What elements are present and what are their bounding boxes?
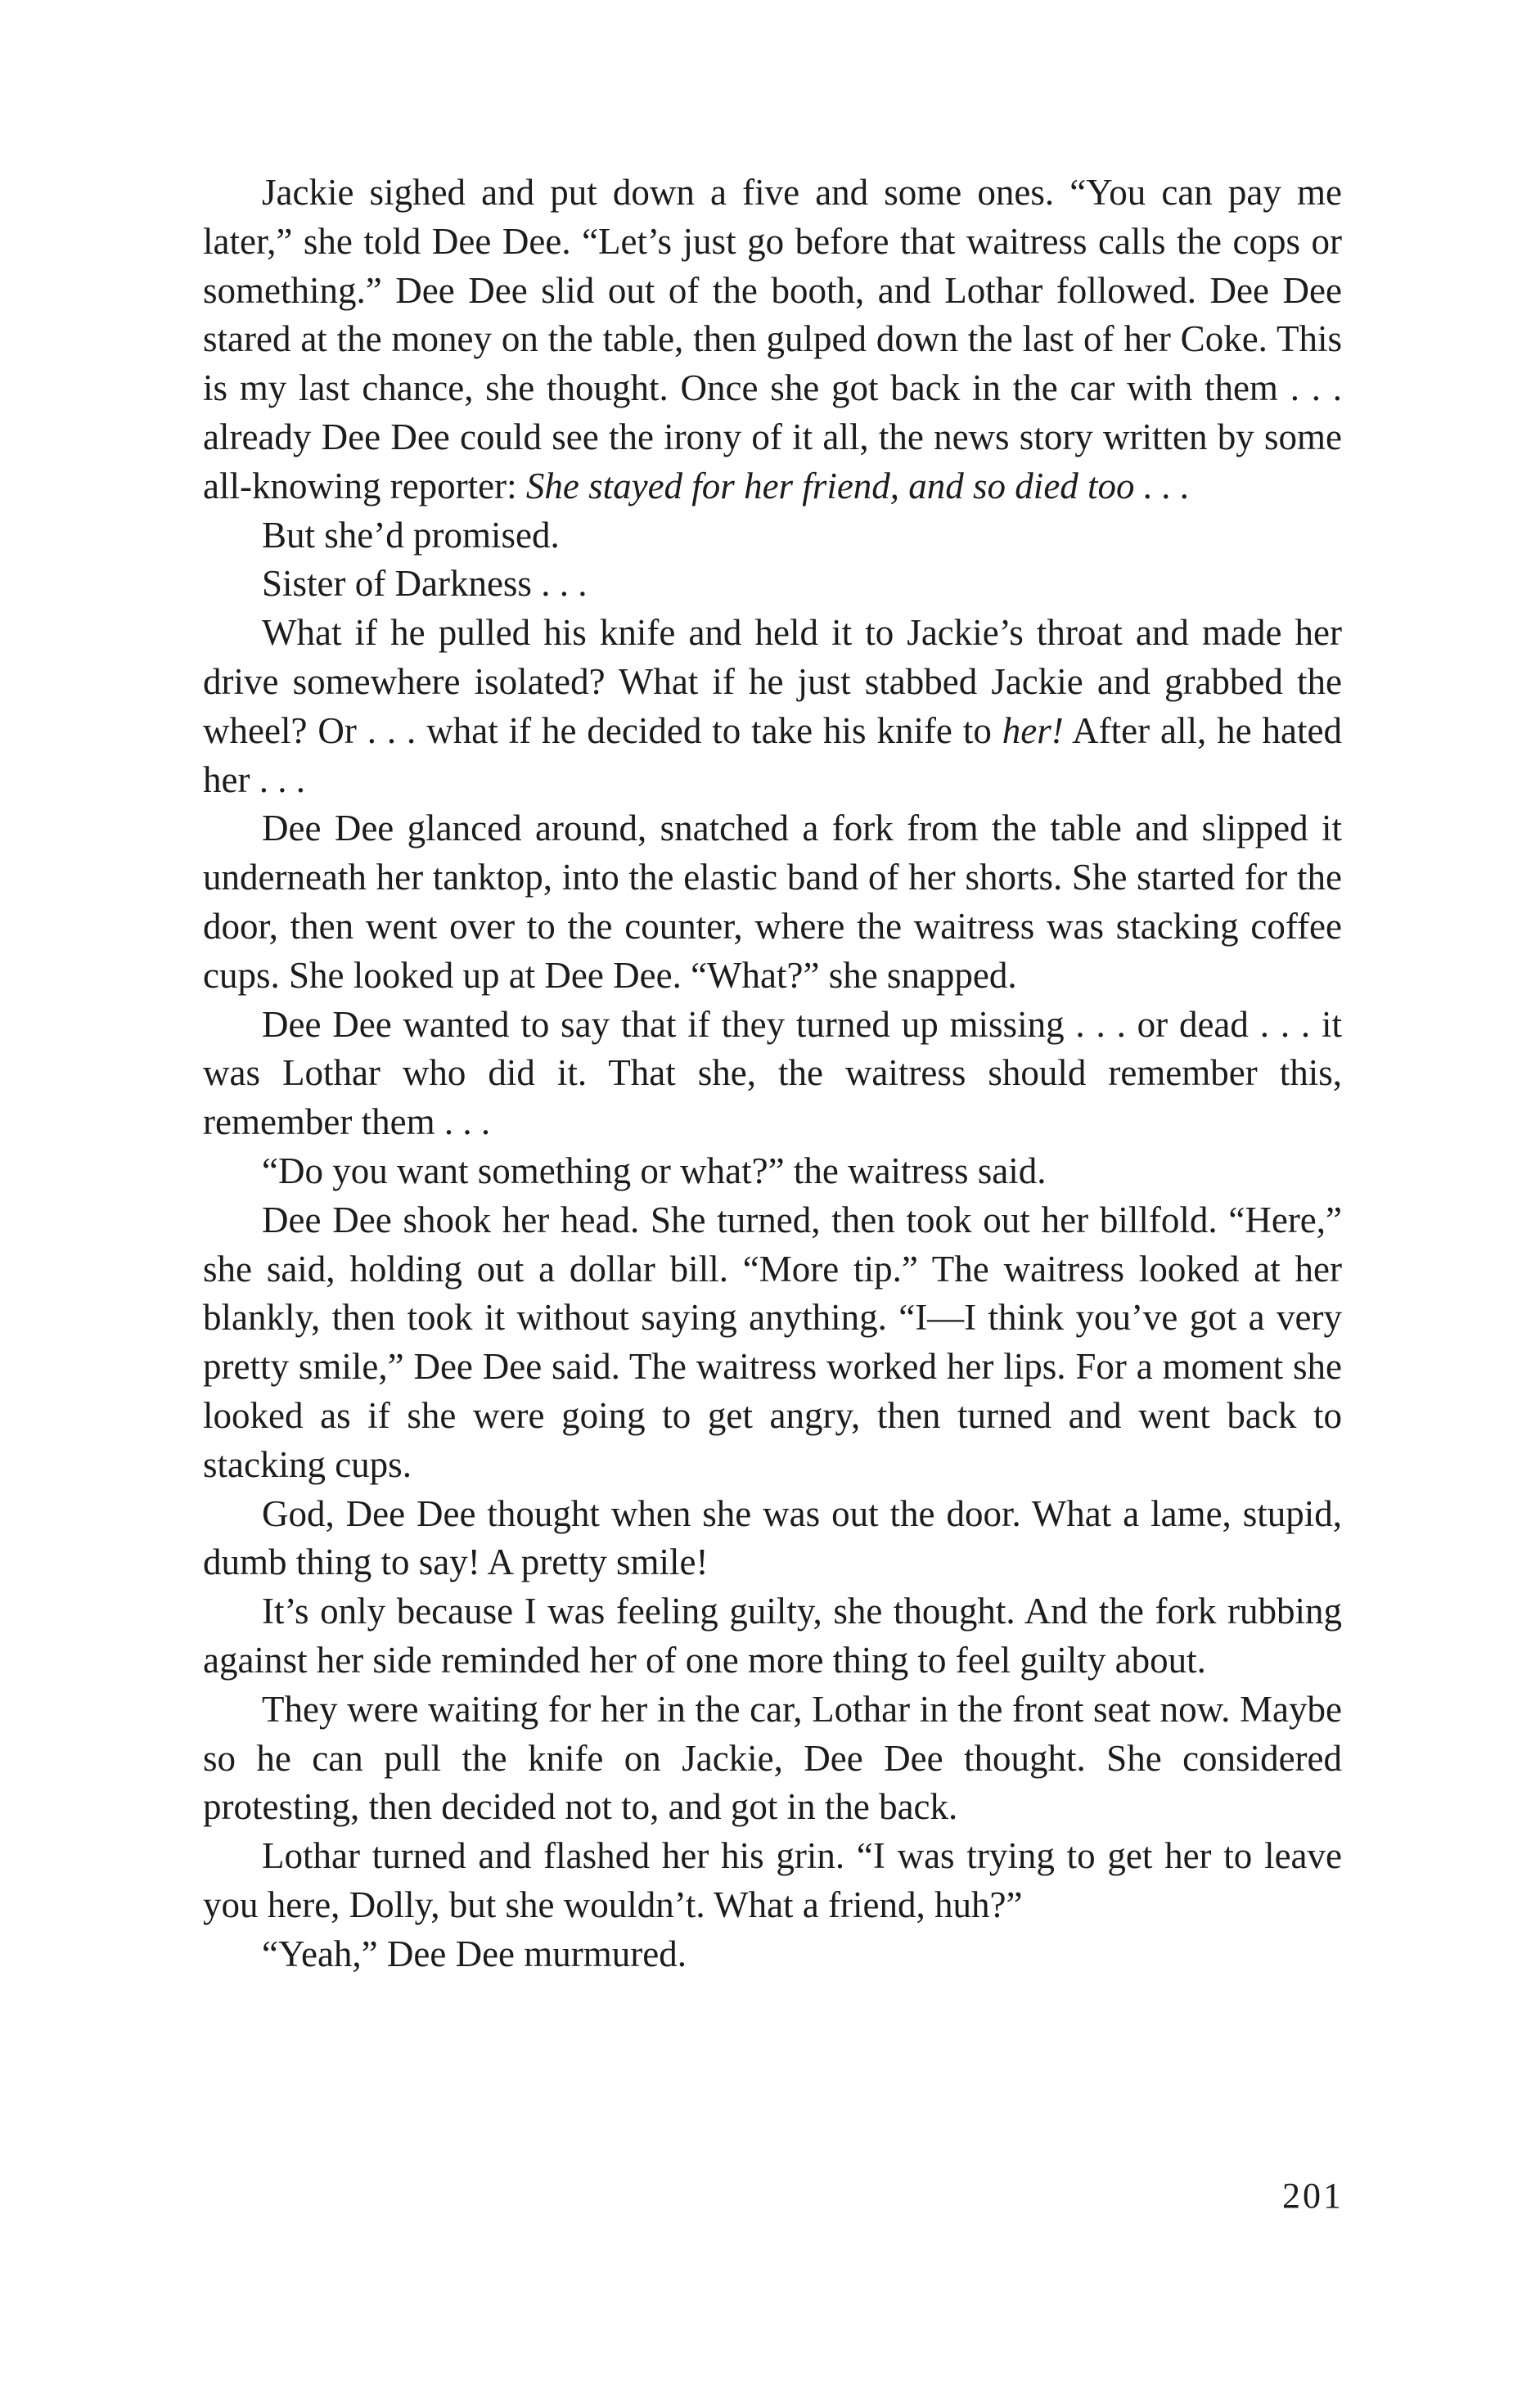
- paragraph: [203, 1147, 1342, 1196]
- text-run: Lothar turned and flashed her his grin. “I was trying to get her to leave you here, Dolly, but she wouldn’t. What a friend, huh?”: [203, 1835, 1342, 1925]
- paragraph: [203, 1196, 1342, 1490]
- text-run: Dee Dee glanced around, snatched a fork from the table and slipped it underneath her tanktop, into the elastic band of her shorts. She started for the door, then went over to the counter, where the waitress was stacking coffee cups. She looked up at Dee Dee. “What?” she snapped.: [203, 808, 1342, 996]
- text-run: Dee Dee shook her head. She turned, then took out her billfold. “Here,” she said, holding out a dollar bill. “More tip.” The waitress looked at her blankly, then took it without saying anything. “I—I think you’ve got a very pretty smile,” Dee Dee said. The waitress worked her lips. For a moment she looked as if she were going to get angry, then turned and went back to stacking cups.: [203, 1199, 1342, 1485]
- paragraph: [203, 1587, 1342, 1686]
- text-run: They were waiting for her in the car, Lothar in the front seat now. Maybe so he can pull the knife on Jackie, Dee Dee thought. She considered protesting, then decided not to, and got in the back.: [203, 1688, 1342, 1828]
- paragraph: [203, 1001, 1342, 1147]
- italic-text-run: her!: [1002, 709, 1064, 751]
- text-run: Sister of Darkness . . .: [262, 563, 588, 605]
- paragraph: [203, 560, 1342, 609]
- paragraph: [203, 511, 1342, 560]
- page-number: 201: [1282, 2176, 1344, 2216]
- text-run: It’s only because I was feeling guilty, she thought. And the fork rubbing against her side reminded her of one more thing to feel guilty about.: [203, 1591, 1342, 1681]
- text-run: Jackie sighed and put down a five and some ones. “You can pay me later,” she told Dee Dee. “Let’s just go before that waitress calls the cops or something.” Dee Dee slid out of the booth, and Lothar followed. Dee Dee stared at the money on the table, then gulped down the last of her Coke. This is my last chance, she thought. Once she got back in the car with them . . . already Dee Dee could see the irony of it all, the news story written by some all-knowing reporter:: [203, 172, 1342, 506]
- text-run: “Yeah,” Dee Dee murmured.: [262, 1933, 687, 1974]
- paragraph: [203, 1490, 1342, 1588]
- paragraph: [203, 1832, 1342, 1930]
- text-run: After all, he hated her . . .: [203, 709, 1342, 800]
- italic-text-run: She stayed for her friend, and so died too . . .: [525, 465, 1191, 506]
- paragraph: [203, 1930, 1342, 1979]
- paragraph: [203, 1686, 1342, 1832]
- text-run: Dee Dee wanted to say that if they turned up missing . . . or dead . . . it was Lothar who did it. That she, the waitress should remember this, remember them . . .: [203, 1003, 1342, 1143]
- text-run: God, Dee Dee thought when she was out the door. What a lame, stupid, dumb thing to say! A pretty smile!: [203, 1492, 1342, 1583]
- text-run: But she’d promised.: [262, 514, 560, 556]
- body-text: [203, 169, 1342, 1978]
- paragraph: [203, 609, 1342, 804]
- text-run: “Do you want something or what?” the waitress said.: [262, 1150, 1047, 1191]
- paragraph: [203, 804, 1342, 1000]
- paragraph: [203, 169, 1342, 511]
- text-run: What if he pulled his knife and held it to Jackie’s throat and made her drive somewhere isolated? What if he just stabbed Jackie and grabbed the wheel? Or . . . what if he decided to take his knife to: [203, 612, 1342, 751]
